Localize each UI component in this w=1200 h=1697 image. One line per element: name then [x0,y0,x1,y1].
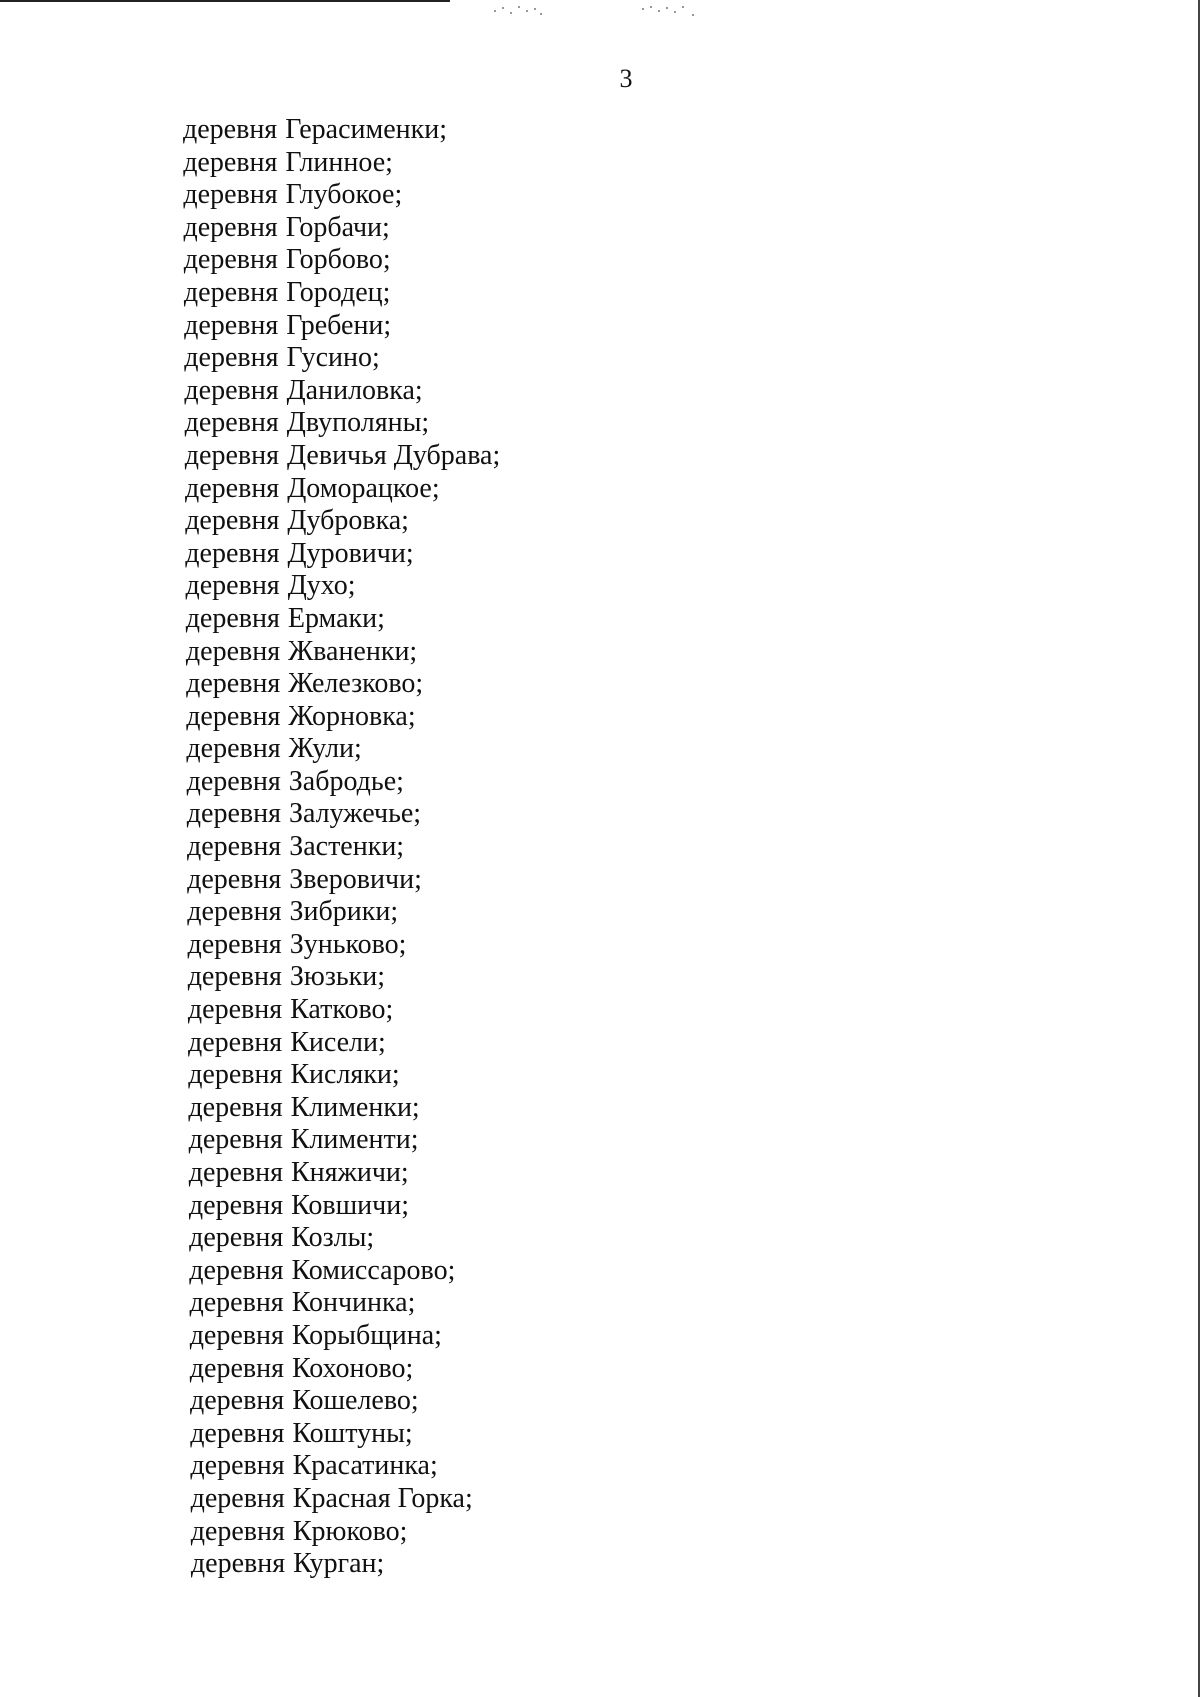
scan-speckle [640,4,700,18]
list-item [183,147,500,180]
settlement-name: Глинное; [285,146,393,178]
settlement-name: Жули; [288,733,362,765]
settlement-type: деревня [184,439,279,471]
list-item [183,896,500,929]
settlement-type: деревня [186,765,281,797]
settlement-type: деревня [183,211,278,243]
settlement-type: деревня [186,798,281,830]
settlement-name: Дуровичи; [287,537,414,569]
settlement-name: Горбово; [285,244,391,276]
list-item [183,1190,500,1223]
settlement-type: деревня [187,863,282,895]
settlement-name: Курган; [293,1548,385,1580]
settlement-name: Железково; [288,668,424,700]
list-item [183,1483,500,1516]
list-item [183,1287,500,1320]
settlement-name: Корыбщина; [291,1319,442,1351]
settlement-name: Клименти; [290,1124,419,1156]
list-item [183,961,500,994]
settlement-name: Глубокое; [285,179,403,211]
settlement-type: деревня [186,668,281,700]
settlement-type: деревня [187,831,282,863]
settlement-type: деревня [190,1450,285,1482]
list-item [183,212,500,245]
settlement-name: Духо; [287,570,356,602]
settlement-name: Клименки; [290,1091,420,1123]
settlement-name: Девичья Дубрава; [286,439,501,471]
settlement-type: деревня [187,961,282,993]
settlement-name: Зюзьки; [289,961,386,993]
settlement-type: деревня [183,276,279,308]
list-item [183,310,500,343]
settlement-type: деревня [184,374,279,406]
settlement-type: деревня [189,1254,284,1286]
settlement-type: деревня [189,1222,284,1254]
list-item [183,1450,500,1483]
settlement-name: Крюково; [292,1515,408,1547]
list-item [183,1320,500,1353]
list-item [183,994,500,1027]
settlement-type: деревня [185,635,281,667]
settlement-type: деревня [189,1319,284,1351]
list-item [183,244,500,277]
settlement-name: Кохоново; [291,1352,414,1384]
list-item [183,114,500,147]
settlement-type: деревня [187,928,282,960]
settlement-name: Зверовичи; [289,863,422,895]
settlement-name: Княжичи; [290,1157,409,1188]
settlement-name: Герасименки; [285,114,448,145]
settlement-name: Застенки; [289,831,405,863]
settlement-type: деревня [185,505,280,537]
list-item [183,505,500,538]
settlement-type: деревня [185,537,280,569]
settlement-type: деревня [188,1124,283,1156]
settlement-name: Жорновка; [288,700,416,732]
settlement-name: Ермаки; [287,602,385,634]
settlement-type: деревня [185,602,280,634]
list-item [183,1059,500,1092]
list-item [183,929,500,962]
list-item [183,342,500,375]
settlement-name: Кошелево; [292,1385,419,1417]
settlement-type: деревня [189,1352,284,1384]
list-item [183,668,500,701]
list-item [183,733,500,766]
settlement-type: деревня [185,472,280,504]
list-item [183,473,500,506]
list-item [183,407,500,440]
settlement-name: Гусино; [286,342,380,374]
list-item [183,538,500,571]
list-item [183,277,500,310]
settlement-type: деревня [184,342,279,374]
settlement-name: Красатинка; [292,1450,438,1482]
settlement-type: деревня [187,994,283,1026]
list-item [183,1124,500,1157]
settlement-type: деревня [184,309,279,341]
settlement-name: Козлы; [291,1222,375,1254]
settlement-name: Жваненки; [288,635,418,667]
list-item [183,766,500,799]
list-item [183,1027,500,1060]
list-item [183,1418,500,1451]
list-item [183,603,500,636]
list-item [183,1157,500,1190]
settlement-type: деревня [187,896,282,928]
settlement-name: Забродье; [288,765,404,797]
scan-border-top [0,0,450,2]
settlement-type: деревня [183,146,278,178]
settlement-name: Гребени; [286,309,392,341]
list-item [183,440,500,473]
list-item [183,798,500,831]
settlement-name: Комиссарово; [291,1254,456,1286]
settlement-type: деревня [188,1026,283,1058]
settlement-type: деревня [185,570,280,602]
settlement-type: деревня [190,1482,285,1514]
settlement-name: Доморацкое; [287,472,440,504]
settlement-name: Зуньково; [289,928,407,960]
settlement-type: деревня [183,114,278,145]
list-item [183,570,500,603]
list-item [183,1548,500,1581]
settlement-name: Коштуны; [292,1417,413,1449]
settlement-type: деревня [188,1189,284,1221]
list-item [183,864,500,897]
scan-speckle [490,4,550,18]
settlement-list [183,114,500,1581]
list-item [183,1222,500,1255]
list-item [183,375,500,408]
settlement-type: деревня [190,1417,285,1449]
list-item [183,1385,500,1418]
settlement-name: Красная Горка; [292,1482,473,1514]
settlement-type: деревня [183,179,278,211]
page-number: 3 [619,64,633,93]
settlement-type: деревня [190,1515,285,1547]
list-item [183,636,500,669]
settlement-name: Городец; [286,276,391,308]
settlement-type: деревня [188,1059,283,1091]
settlement-name: Горбачи; [285,211,390,243]
settlement-name: Кисляки; [290,1059,400,1091]
settlement-name: Зибрики; [289,896,399,928]
settlement-name: Даниловка; [286,374,423,406]
list-item [183,1516,500,1549]
list-item [183,701,500,734]
settlement-name: Катково; [290,994,394,1026]
settlement-type: деревня [186,733,281,765]
list-item [183,1255,500,1288]
settlement-name: Кисели; [290,1026,386,1058]
list-item [183,831,500,864]
list-item [183,1353,500,1386]
settlement-type: деревня [188,1091,283,1123]
settlement-name: Двуполяны; [286,407,430,439]
settlement-type: деревня [188,1157,283,1188]
settlement-name: Дубровка; [287,505,409,537]
settlement-type: деревня [190,1548,286,1580]
settlement-name: Кончинка; [291,1287,416,1319]
settlement-type: деревня [184,407,279,439]
list-item [183,179,500,212]
settlement-type: деревня [183,244,278,276]
settlement-name: Ковшичи; [291,1189,409,1221]
settlement-type: деревня [190,1385,285,1417]
settlement-name: Залужечье; [288,798,422,830]
settlement-type: деревня [186,700,281,732]
settlement-type: деревня [189,1287,284,1319]
list-item [183,1092,500,1125]
